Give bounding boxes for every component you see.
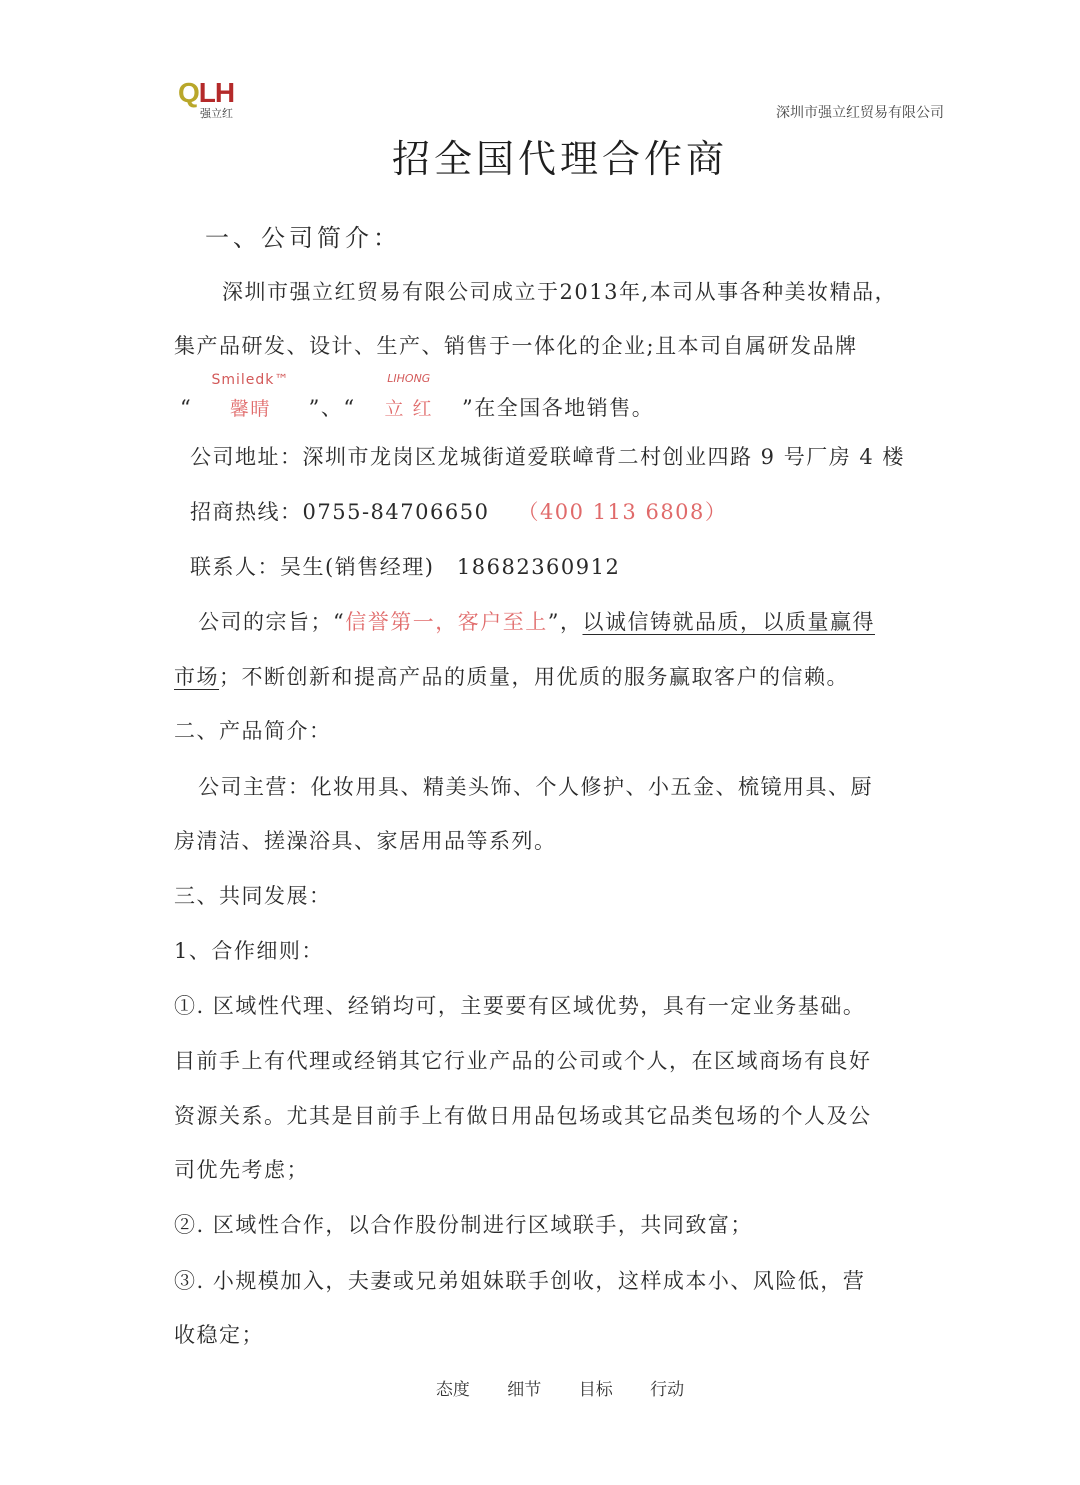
- footer-word-2: 细节: [507, 1380, 542, 1400]
- hotline: 招商热线：0755-84706650 （400 113 6808）: [190, 500, 728, 524]
- company-name-header: 深圳市强立红贸易有限公司: [776, 105, 944, 121]
- brand-lihong: [364, 372, 454, 421]
- item1-line-3: 资源关系。尤其是目前手上有做日用品包场或其它品类包场的个人及公: [174, 1104, 872, 1128]
- products-line-1: 公司主营：化妆用具、精美头饰、个人修护、小五金、梳镜用具、厨: [198, 775, 873, 799]
- item3-line-2: 收稳定；: [174, 1323, 264, 1347]
- tenet-line-2: 市场；不断创新和提高产品的质量，用优质的服务赢取客户的信赖。: [174, 665, 849, 689]
- tenet-line-1: 公司的宗旨；“信誉第一，客户至上”，以诚信铸就品质，以质量赢得: [198, 610, 875, 634]
- logo-mark: QLH: [178, 77, 235, 108]
- item1-line-1: ①. 区域性代理、经销均可，主要要有区域优势，具有一定业务基础。: [174, 994, 866, 1018]
- tenet-highlight-2: 客户至上: [457, 610, 548, 634]
- logo-subtitle: 强立红: [200, 107, 233, 120]
- tenet-underlined-1: 以诚信铸就品质，以质量赢得: [582, 610, 875, 634]
- item2-line: ②. 区域性合作，以合作股份制进行区域联手，共同致富；: [174, 1213, 753, 1237]
- brand-lihong-mark: LIHONG: [387, 372, 431, 385]
- hotline-number: 招商热线：0755-84706650: [190, 500, 490, 524]
- brand-smiledk-name: 馨晴: [229, 398, 271, 420]
- hotline-alt-number: 400 113 6808: [539, 500, 705, 524]
- item1-line-2: 目前手上有代理或经销其它行业产品的公司或个人，在区域商场有良好: [174, 1049, 872, 1073]
- page-title: 招全国代理合作商: [391, 137, 728, 181]
- products-line-2: 房清洁、搓澡浴具、家居用品等系列。: [174, 829, 557, 853]
- company-logo: [178, 78, 250, 118]
- intro-line-1: 深圳市强立红贸易有限公司成立于2013年,本司从事各种美妆精品，: [222, 280, 898, 304]
- brand-smiledk: [200, 372, 300, 421]
- footer-motto: [0, 1375, 1080, 1400]
- item3-line-1: ③. 小规模加入，夫妻或兄弟姐妹联手创收，这样成本小、风险低，营: [174, 1269, 866, 1293]
- intro-line-2: 集产品研发、设计、生产、销售于一体化的企业;且本司自属研发品牌: [174, 334, 858, 358]
- company-address: 公司地址：深圳市龙岗区龙城街道爱联嶂背二村创业四路 9 号厂房 4 楼: [190, 445, 905, 469]
- brand-smiledk-mark: Smiledk™: [211, 372, 290, 388]
- footer-word-1: 态度: [435, 1380, 470, 1400]
- section1-heading: 一、公司简介：: [205, 224, 401, 252]
- section2-heading: 二、产品简介：: [174, 719, 332, 743]
- tenet-underlined-2: 市场: [174, 665, 219, 689]
- footer-word-3: 目标: [578, 1380, 613, 1400]
- cooperation-subheading: 1、合作细则：: [174, 939, 324, 963]
- item1-line-4: 司优先考虑；: [174, 1158, 309, 1182]
- footer-word-4: 行动: [650, 1380, 685, 1400]
- brand-lihong-name: 立 红: [384, 398, 434, 420]
- contact-person: 联系人：吴生(销售经理) 18682360912: [190, 555, 621, 579]
- brand-line: “ Smiledk™ 馨晴 ”、“ LIHONG 立 红 ”在全国各地销售。: [180, 372, 655, 420]
- tenet-highlight-1: 信誉第一: [345, 610, 436, 634]
- section3-heading: 三、共同发展：: [174, 884, 332, 908]
